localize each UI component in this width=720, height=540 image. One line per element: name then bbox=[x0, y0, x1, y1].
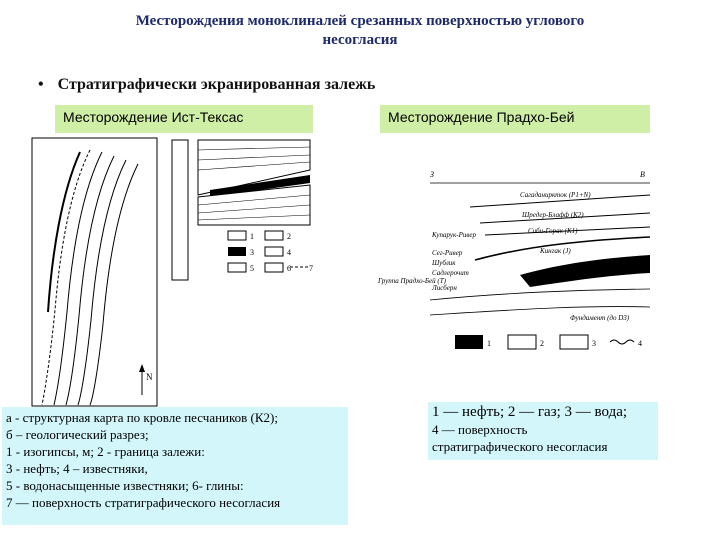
slide-title-line1: Месторождения моноклиналей срезанных поверхностью углового bbox=[135, 13, 585, 29]
east-texas-structural-map bbox=[30, 130, 170, 410]
slide-title bbox=[60, 12, 660, 50]
formation-kingak: Кингак (J) bbox=[540, 247, 571, 255]
formation-sagavanirktok: Сагаданиркток (P1+N) bbox=[520, 191, 591, 199]
formation-shublik: Шублик bbox=[432, 259, 456, 267]
prudhoe-legend bbox=[455, 335, 642, 349]
bullet-dot: • bbox=[38, 76, 44, 93]
legend-num-5: 5 bbox=[250, 264, 254, 273]
caption-left-line: 5 - водонасыщенные известняки; 6- глины: bbox=[6, 478, 244, 493]
prudhoe-legend-3: 3 bbox=[592, 339, 596, 348]
formation-basement: Фундамент (до D3) bbox=[570, 314, 630, 322]
caption-left-line: 7 — поверхность стратиграфического несогласия bbox=[6, 495, 281, 510]
formation-kuparuk-river: Купарук-Ривер bbox=[432, 231, 476, 239]
corner-west: З bbox=[430, 170, 434, 179]
label-prudhoe-bay: Месторождение Прадхо-Бей bbox=[380, 105, 650, 133]
caption-left-line: 1 - изогипсы, м; 2 - граница залежи: bbox=[6, 444, 205, 459]
caption-right-line: 1 — нефть; 2 — газ; 3 — вода; bbox=[432, 404, 628, 420]
east-texas-cross-section bbox=[170, 135, 315, 285]
formation-sadlerochit: Садлерочит bbox=[432, 269, 469, 277]
legend-num-1: 1 bbox=[250, 232, 254, 241]
legend-num-3: 3 bbox=[250, 248, 254, 257]
formation-lisburne: Лисберн bbox=[432, 284, 457, 292]
formation-prudhoe-group: Группа Прадхо-Бей (Т) bbox=[378, 277, 446, 285]
formation-seabee-gorak: Сиби-Горак (K1) bbox=[528, 227, 578, 235]
caption-east-texas bbox=[2, 407, 348, 525]
caption-left-line: 3 - нефть; 4 – известняки, bbox=[6, 461, 148, 476]
formation-sag-river: Сег-Ривер bbox=[432, 249, 463, 257]
east-texas-legend bbox=[228, 231, 313, 273]
slide-title-line2: несогласия bbox=[322, 32, 398, 48]
caption-right-line: стратиграфического несогласия bbox=[432, 439, 608, 454]
label-east-texas: Месторождение Ист-Тексас bbox=[55, 105, 313, 133]
prudhoe-legend-2: 2 bbox=[540, 339, 544, 348]
caption-right-line: 4 — поверхность bbox=[432, 422, 528, 437]
legend-num-4: 4 bbox=[287, 248, 291, 257]
legend-num-6: 6 bbox=[287, 264, 291, 273]
bullet-text: Стратиграфически экранированная залежь bbox=[57, 76, 376, 93]
prudhoe-legend-4: 4 bbox=[638, 339, 642, 348]
prudhoe-bay-cross-section bbox=[370, 165, 670, 360]
bullet-item bbox=[38, 76, 375, 94]
caption-left-line: б – геологический разрез; bbox=[6, 427, 149, 442]
formation-schrader-bluff: Шредер-Блафф (K2) bbox=[522, 211, 584, 219]
caption-prudhoe-bay bbox=[428, 402, 658, 460]
prudhoe-legend-1: 1 bbox=[487, 339, 491, 348]
north-label: N bbox=[146, 372, 153, 382]
legend-num-7: 7 bbox=[309, 264, 313, 273]
legend-num-2: 2 bbox=[287, 232, 291, 241]
caption-left-line: а - структурная карта по кровле песчаников (К2); bbox=[6, 410, 278, 425]
corner-east: В bbox=[640, 170, 645, 179]
